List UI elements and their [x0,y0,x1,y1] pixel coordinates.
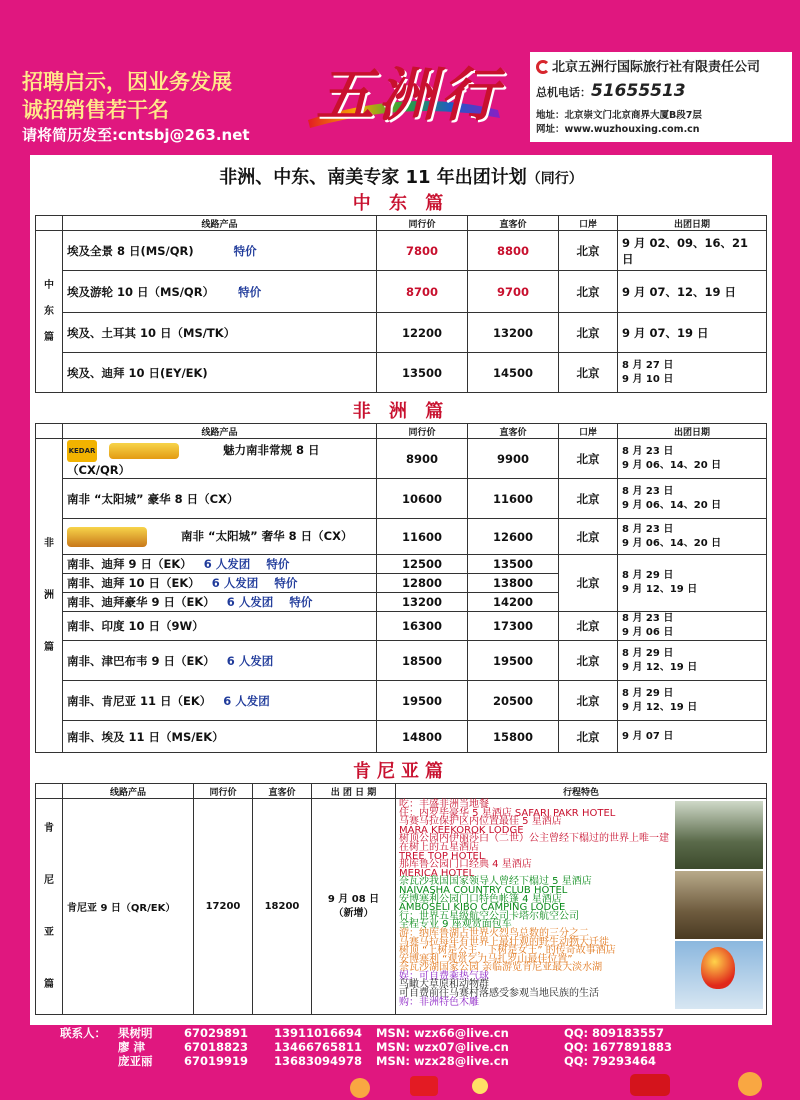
section-title-africa: 非 洲 篇 [352,401,450,422]
peer-price: 10600 [377,479,468,519]
contact-msn[interactable]: wzx66@live.cn [414,1026,509,1040]
phone-label: 总机电话： [536,86,591,99]
firecracker-decoration-icon [330,1068,800,1100]
direct-price: 19500 [468,641,559,681]
peer-price: 12800 [377,574,468,593]
direct-price: 18200 [253,799,312,1015]
departure-dates: 8 月 23 日 9 月 06、14、20 日 [618,479,767,519]
promo-banner-icon [109,443,179,459]
table-row [36,555,767,574]
section-side-label: 肯 尼 亚 篇 [36,799,63,1015]
direct-price: 20500 [468,681,559,721]
departure-dates: 8 月 27 日 9 月 10 日 [618,353,767,393]
route-name: 南非、肯尼亚 11 日（EK） [67,693,212,708]
table-row [36,313,767,353]
itinerary-features [396,799,767,1015]
route-name: 南非、迪拜豪华 9 日（EK） [67,595,215,609]
contact-msn[interactable]: wzx28@live.cn [414,1054,509,1068]
recruit-line-1: 招聘启示，因业务发展 [22,70,232,94]
departure-dates: 9 月 07 日 [618,721,767,753]
peer-price: 13500 [377,353,468,393]
contact-row: 廖 津 67018823 13466765811 MSN: wzx07@live.cn QQ: 1677891883 [118,1040,673,1054]
route-name: 埃及全景 8 日(MS/QR) [67,243,194,258]
port: 北京 [559,519,618,555]
group-tag: 6 人发团 [203,557,251,571]
group-tag: 6 人发团 [226,595,274,609]
direct-price: 13500 [468,555,559,574]
table-row [36,353,767,393]
group-tag: 6 人发团 [226,653,274,668]
promo-banner-icon [67,527,147,547]
direct-price: 14200 [468,593,559,612]
direct-price: 17300 [468,612,559,641]
table-row [36,231,767,271]
route-name: 埃及游轮 10 日（MS/QR） [67,284,215,299]
phone-number: 51655513 [591,81,686,101]
hot-air-balloon-photo [675,941,763,1009]
company-logo-icon [536,60,550,74]
col-product: 线路产品 [63,784,194,799]
contact-qq[interactable]: 79293464 [592,1054,657,1068]
table-row [36,641,767,681]
recruit-email: 请将简历发至:cntsbj@263.net [22,126,250,144]
contacts-label: 联系人： [60,1026,106,1040]
direct-price: 9900 [468,439,559,479]
special-tag: 特价 [289,595,313,609]
africa-table [35,423,767,753]
contact-qq[interactable]: 1677891883 [592,1040,673,1054]
contact-mobile[interactable]: 13911016694 [274,1026,363,1040]
route-name: 埃及、迪拜 10 日(EY/EK) [63,353,377,393]
port: 北京 [559,439,618,479]
port: 北京 [559,353,618,393]
departure-dates: 8 月 29 日 9 月 12、19 日 [618,641,767,681]
contact-tel[interactable]: 67019919 [184,1054,249,1068]
direct-price: 13200 [468,313,559,353]
peer-price: 16300 [377,612,468,641]
wildebeest-migration-photo [675,871,763,939]
departure-dates: 9 月 07、12、19 日 [618,271,767,313]
recruit-line-2: 诚招销售若干名 [22,98,169,122]
contact-msn[interactable]: wzx07@live.cn [414,1040,509,1054]
group-tag: 6 人发团 [223,693,270,708]
company-name: 北京五洲行国际旅行社有限责任公司 [552,60,761,75]
port: 北京 [559,479,618,519]
direct-price: 14500 [468,353,559,393]
col-direct: 直客价 [253,784,312,799]
contacts [60,1026,672,1068]
contact-name: 廖 津 [118,1040,146,1054]
route-name: 南非 “太阳城” 奢华 8 日（CX） [181,529,353,543]
route-name: 南非、印度 10 日（9W） [63,612,377,641]
peer-price: 19500 [377,681,468,721]
peer-price: 18500 [377,641,468,681]
route-name: 南非、迪拜 10 日（EK） [67,576,200,590]
port: 北京 [559,313,618,353]
port: 北京 [559,271,618,313]
departure-dates: 9 月 07、19 日 [618,313,767,353]
table-row [36,612,767,641]
table-row [36,681,767,721]
special-tag: 特价 [266,557,290,571]
departure-dates: 8 月 29 日 9 月 12、19 日 [618,555,767,612]
col-direct: 直客价 [468,424,559,439]
departure-dates: 8 月 23 日 9 月 06、14、20 日 [618,519,767,555]
col-peer: 同行价 [377,216,468,231]
col-port: 口岸 [559,216,618,231]
peer-price: 12500 [377,555,468,574]
contact-tel[interactable]: 67029891 [184,1026,249,1040]
peer-price: 8700 [377,271,468,313]
section-side-label: 中 东 篇 [36,231,63,393]
contact-row: 联系人： 果树明 67029891 13911016694 MSN: wzx66@live.cn QQ: 809183557 [60,1026,665,1040]
direct-price: 11600 [468,479,559,519]
col-date: 出团日期 [618,424,767,439]
mideast-table [35,215,767,393]
peer-price: 7800 [377,231,468,271]
table-row [36,519,767,555]
col-direct: 直客价 [468,216,559,231]
direct-price: 13800 [468,574,559,593]
col-product: 线路产品 [63,424,377,439]
peer-price: 14800 [377,721,468,753]
contact-qq[interactable]: 809183557 [592,1026,665,1040]
contact-row: 庞亚丽 67019919 13683094978 MSN: wzx28@live.cn QQ: 79293464 [118,1054,657,1068]
col-peer: 同行价 [377,424,468,439]
special-tag: 特价 [238,284,262,299]
section-title-mideast: 中 东 篇 [352,193,450,214]
header [0,0,800,155]
kedar-logo-icon: KEDAR [67,440,97,462]
col-port: 口岸 [559,424,618,439]
departure-dates: 9 月 02、09、16、21 日 [618,231,767,271]
departure-dates: 8 月 29 日 9 月 12、19 日 [618,681,767,721]
brand-logo [298,48,528,138]
peer-price: 12200 [377,313,468,353]
peer-price: 17200 [194,799,253,1015]
recruit-notice [22,68,250,146]
table-row [36,799,767,1015]
special-tag: 特价 [274,576,298,590]
contact-name: 果树明 [118,1026,153,1040]
logo-text: 五洲行 [316,61,503,129]
route-name: 南非、迪拜 9 日（EK） [67,557,192,571]
direct-price: 12600 [468,519,559,555]
col-product: 线路产品 [63,216,377,231]
page-title: 非洲、中东、南美专家 11 年出团计划（同行） [219,167,583,188]
port: 北京 [559,231,618,271]
col-date: 出 团 日 期 [312,784,396,799]
itinerary-sheet [30,155,772,1025]
company-address: 地址：北京崇文门北京商界大厦B段7层 [536,110,702,121]
direct-price: 15800 [468,721,559,753]
contact-mobile[interactable]: 13683094978 [274,1054,363,1068]
section-title-kenya: 肯尼亚篇 [353,761,449,782]
col-date: 出团日期 [618,216,767,231]
page-title-suffix: （同行） [526,171,583,187]
direct-price: 8800 [468,231,559,271]
departure-dates: 9 月 08 日 （新增） [312,799,396,1015]
route-name: 南非 “太阳城” 豪华 8 日（CX） [63,479,377,519]
company-website[interactable]: 网址：www.wuzhouxing.com.cn [536,124,700,135]
col-feature: 行程特色 [396,784,767,799]
section-side-label: 非 洲 篇 [36,439,63,753]
photo-column [675,801,763,1011]
contact-name: 庞亚丽 [118,1054,153,1068]
port: 北京 [559,612,618,641]
route-name: 南非、津巴布韦 9 日（EK） [67,653,215,668]
route-name: 魅力南非常规 8 日（CX/QR） [67,443,320,477]
contact-tel[interactable]: 67018823 [184,1040,249,1054]
port: 北京 [559,681,618,721]
table-row [36,721,767,753]
contact-mobile[interactable]: 13466765811 [274,1040,363,1054]
special-tag: 特价 [233,243,257,258]
feature-list: 吃：丰盛非洲当地餐 住：内罗毕豪华 5 星酒店 SAFARI PAKR HOTEL 马赛马拉保护区内位置最佳 5 星酒店 MARA KEEKOROK LODGE 树顶公园内伊丽莎白（二世）公主曾经下榻过的世界上唯一建在树上的五星酒店 TREE TOP HOTEL 那库鲁公园门口经典 4 星酒店 MERICA HOTEL 奈瓦沙我国国家领导人曾经下榻过 5 星酒店 NAIVASHA COUNTRY CLUB HOTEL 安博塞利公园门口特色帐篷 4 星酒店 AMBOSELI KIBO CAMPING LODGE 行：世界五星级航空公司卡塔尔航空公司 全程专业 9 座观赏面包车 游：纳库鲁湖占世界火烈鸟总数的三分之二 马赛马拉每年有世界上最壮观的野生动物大迁徙 树顶 “上树是公主，下树是女王” 的传奇故事酒店 安博塞利 “观赏乞力马扎罗山最佳位置” 奈瓦沙湖国家公园 亲临游览肯尼亚最大淡水湖 娱：可自费乘热气球 鸟瞰大草原和动物群 可自费前往马赛村落感受参观当地民族的生活 购：非洲特色木雕 [399,799,669,1008]
col-peer: 同行价 [194,784,253,799]
company-info [530,52,792,142]
departure-dates: 8 月 23 日 9 月 06、14、20 日 [618,439,767,479]
peer-price: 11600 [377,519,468,555]
table-row [36,271,767,313]
port: 北京 [559,721,618,753]
route-name: 埃及、土耳其 10 日（MS/TK） [63,313,377,353]
departure-dates: 8 月 23 日 9 月 06 日 [618,612,767,641]
route-name: 肯尼亚 9 日（QR/EK） [63,799,194,1015]
table-row [36,439,767,479]
peer-price: 8900 [377,439,468,479]
group-tag: 6 人发团 [211,576,259,590]
port: 北京 [559,555,618,612]
port: 北京 [559,641,618,681]
table-row [36,479,767,519]
treetop-hotel-photo [675,801,763,869]
route-name: 南非、埃及 11 日（MS/EK） [63,721,377,753]
peer-price: 13200 [377,593,468,612]
direct-price: 9700 [468,271,559,313]
kenya-table [35,783,767,1015]
